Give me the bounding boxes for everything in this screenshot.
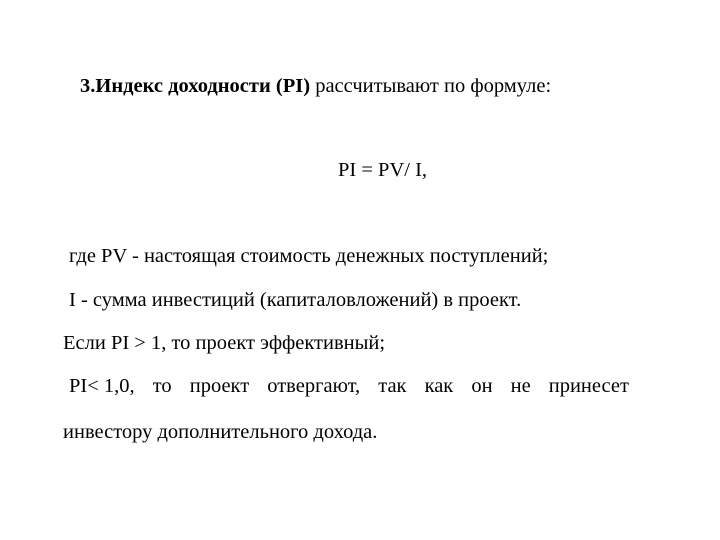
condition-less-word: то bbox=[152, 375, 172, 397]
condition-less-word: принесет bbox=[548, 375, 629, 397]
heading-bold-title: 3.Индекс доходности (PI) bbox=[80, 75, 311, 97]
condition-less-word: PI< 1,0, bbox=[69, 375, 135, 397]
pv-definition: где PV - настоящая стоимость денежных поступлений; bbox=[69, 245, 549, 267]
condition-less-word: не bbox=[510, 375, 531, 397]
condition-less bbox=[69, 374, 629, 398]
condition-greater: Если PI > 1, то проект эффективный; bbox=[63, 332, 386, 354]
condition-less-word: так bbox=[378, 375, 407, 397]
condition-less-continuation: инвестору дополнительного дохода. bbox=[63, 421, 378, 443]
condition-less-word: отвергают, bbox=[267, 375, 361, 397]
formula: PI = PV/ I, bbox=[338, 159, 428, 181]
condition-less-word: он bbox=[471, 375, 493, 397]
heading-rest: рассчитывают по формуле: bbox=[310, 75, 552, 97]
heading bbox=[80, 74, 551, 98]
i-definition: I - сумма инвестиций (капиталовложений) в проект. bbox=[69, 289, 522, 311]
condition-less-word: как bbox=[424, 375, 454, 397]
condition-less-word: проект bbox=[189, 375, 250, 397]
